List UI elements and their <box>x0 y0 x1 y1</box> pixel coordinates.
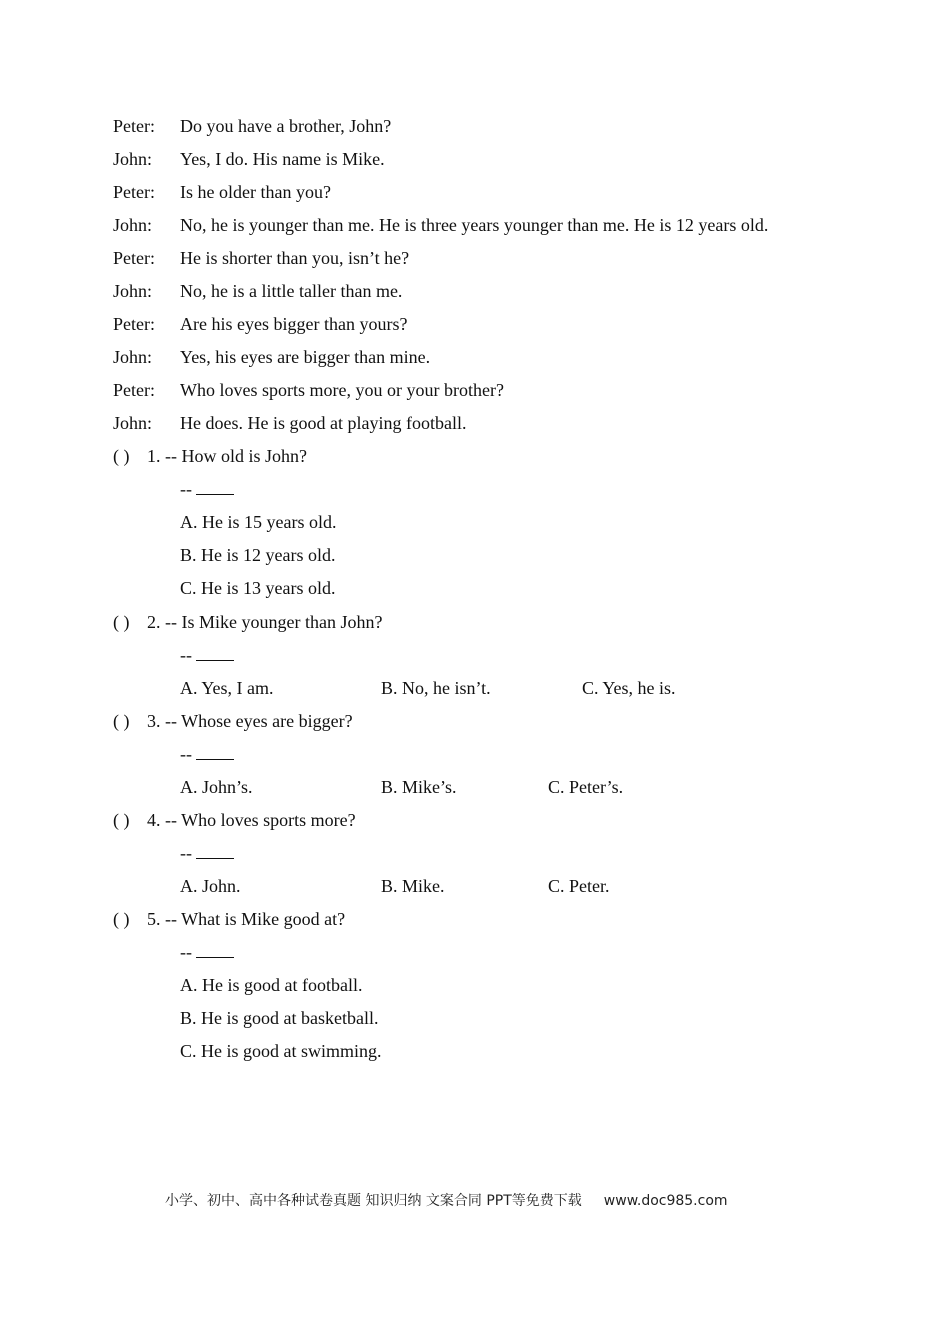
answer-blank-paren[interactable]: ( ) <box>113 711 130 731</box>
dialogue-text: Are his eyes bigger than yours? <box>180 314 408 334</box>
option-b: B. Mike. <box>381 876 445 896</box>
question-text: 4. -- Who loves sports more? <box>147 810 356 830</box>
speaker-label: Peter: <box>113 182 155 202</box>
dialogue-text: No, he is a little taller than me. <box>180 281 403 301</box>
answer-blank <box>196 842 234 859</box>
speaker-label: John: <box>113 215 153 235</box>
answer-blank-paren[interactable]: ( ) <box>113 612 130 632</box>
answer-blank <box>196 743 234 760</box>
option-b: B. He is 12 years old. <box>180 545 336 565</box>
dialogue-text: Yes, his eyes are bigger than mine. <box>180 347 431 367</box>
option-a: A. John. <box>180 876 241 896</box>
answer-blank <box>196 478 234 495</box>
answer-blank <box>196 644 234 661</box>
dialogue-text: No, he is younger than me. He is three years younger than me. He is 12 years old. <box>180 215 769 235</box>
option-a: A. He is 15 years old. <box>180 512 337 532</box>
option-c: C. Peter. <box>548 876 610 896</box>
speaker-label: Peter: <box>113 314 155 334</box>
speaker-label: John: <box>113 281 153 301</box>
option-b: B. No, he isn’t. <box>381 678 491 698</box>
answer-line <box>180 941 234 963</box>
speaker-label: John: <box>113 347 153 367</box>
footer-url-link[interactable]: www.doc985.com <box>603 1193 728 1209</box>
question-text: 1. -- How old is John? <box>147 446 307 466</box>
speaker-label: John: <box>113 149 153 169</box>
answer-prefix: -- <box>180 843 192 863</box>
answer-line <box>180 644 234 666</box>
speaker-label: Peter: <box>113 248 155 268</box>
question-text: 3. -- Whose eyes are bigger? <box>147 711 353 731</box>
question-text: 5. -- What is Mike good at? <box>147 909 346 929</box>
answer-prefix: -- <box>180 942 192 962</box>
footer-text: 小学、初中、高中各种试卷真题 知识归纳 文案合同 PPT等免费下载 <box>165 1193 582 1209</box>
option-a: A. Yes, I am. <box>180 678 274 698</box>
dialogue-text: Is he older than you? <box>180 182 331 202</box>
option-b: B. He is good at basketball. <box>180 1008 379 1028</box>
answer-prefix: -- <box>180 744 192 764</box>
speaker-label: Peter: <box>113 380 155 400</box>
option-a: A. He is good at football. <box>180 975 363 995</box>
question-text: 2. -- Is Mike younger than John? <box>147 612 383 632</box>
option-c: C. Yes, he is. <box>582 678 676 698</box>
option-c: C. He is good at swimming. <box>180 1041 382 1061</box>
dialogue-text: Yes, I do. His name is Mike. <box>180 149 385 169</box>
answer-prefix: -- <box>180 479 192 499</box>
speaker-label: John: <box>113 413 153 433</box>
option-a: A. John’s. <box>180 777 253 797</box>
page-footer <box>165 1190 728 1210</box>
dialogue-text: He does. He is good at playing football. <box>180 413 467 433</box>
option-b: B. Mike’s. <box>381 777 457 797</box>
answer-blank-paren[interactable]: ( ) <box>113 810 130 830</box>
answer-line <box>180 842 234 864</box>
speaker-label: Peter: <box>113 116 155 136</box>
dialogue-text: Who loves sports more, you or your brother? <box>180 380 504 400</box>
option-c: C. He is 13 years old. <box>180 578 336 598</box>
answer-blank-paren[interactable]: ( ) <box>113 446 130 466</box>
dialogue-text: Do you have a brother, John? <box>180 116 392 136</box>
dialogue-text: He is shorter than you, isn’t he? <box>180 248 410 268</box>
answer-line <box>180 478 234 500</box>
answer-blank-paren[interactable]: ( ) <box>113 909 130 929</box>
answer-line <box>180 743 234 765</box>
answer-blank <box>196 941 234 958</box>
option-c: C. Peter’s. <box>548 777 624 797</box>
answer-prefix: -- <box>180 645 192 665</box>
